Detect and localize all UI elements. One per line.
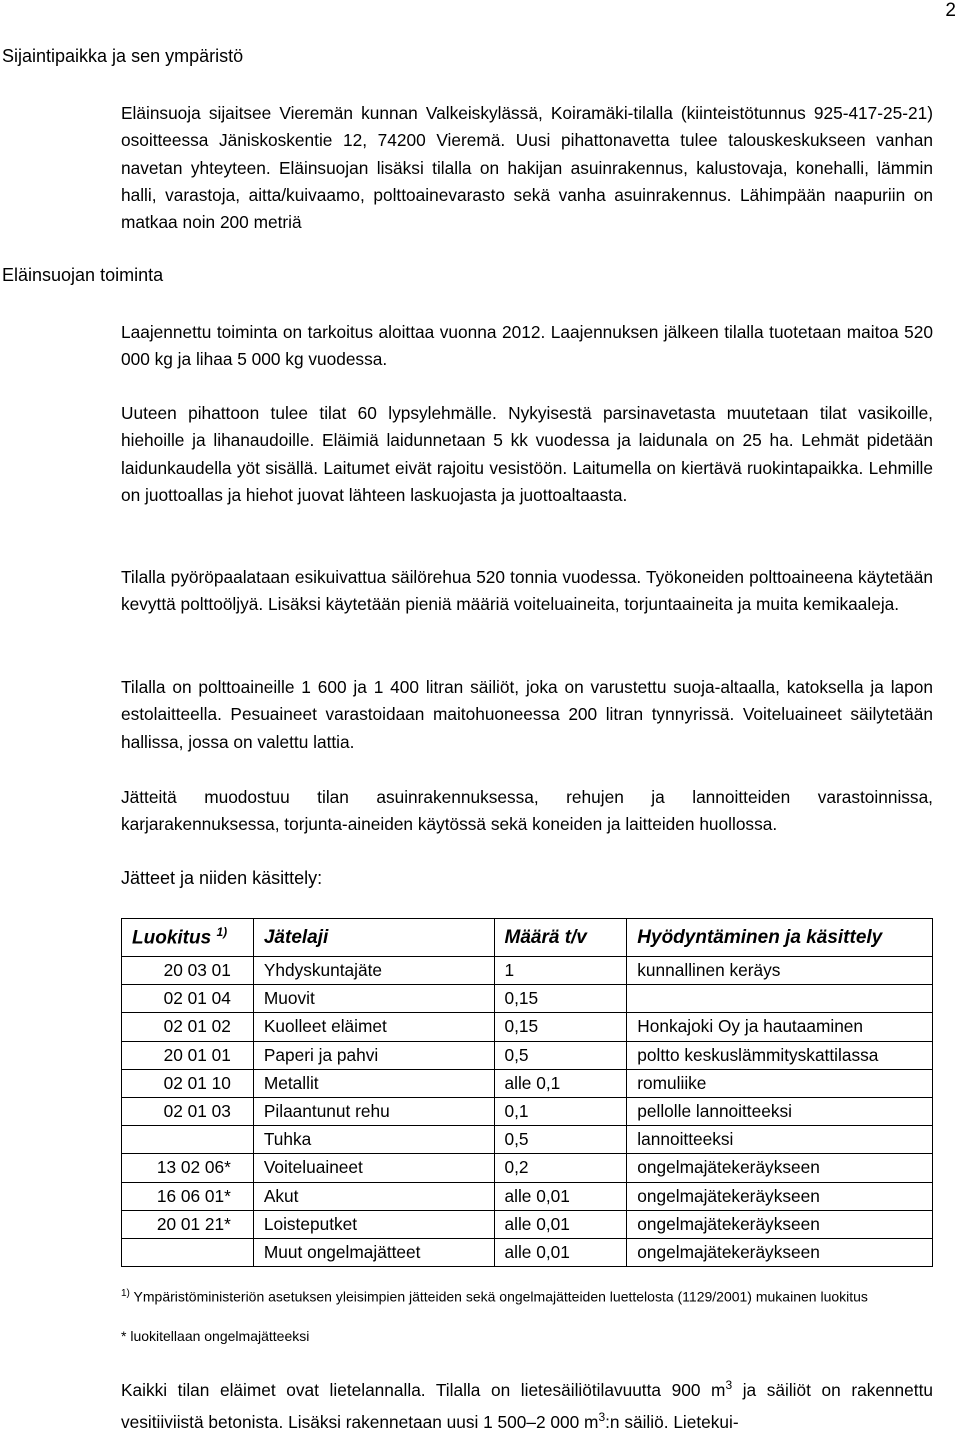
- table-row: [122, 1182, 933, 1210]
- table-row: [122, 1097, 933, 1125]
- paragraph-text: Jätteitä muodostuu tilan asuinrakennuksessa, rehujen ja lannoitteiden varastoinnissa, karjarakennuksessa, torjunta-aineiden käytössä sekä koneiden ja laitteiden huollossa.: [121, 787, 933, 835]
- paragraph-text: Tilalla pyöröpaalataan esikuivattua säilörehua 520 tonnia vuodessa. Työkoneiden polttoaineena käytetään kevyttä polttoöljyä. Lisäksi käytetään pieniä määriä voiteluaineita, torjuntaaineita ja muita kemikaaleja.: [121, 567, 933, 615]
- closing-text: [121, 1372, 933, 1436]
- cell-amount: 0,2: [494, 1154, 627, 1182]
- header-code: [122, 919, 254, 957]
- cell-type: Loisteputket: [253, 1210, 494, 1238]
- cell-handling: ongelmajätekeräykseen: [627, 1182, 933, 1210]
- cell-handling: kunnallinen keräys: [627, 957, 933, 985]
- cell-type: Metallit: [253, 1069, 494, 1097]
- table-row: [122, 1126, 933, 1154]
- cell-type: Yhdyskuntajäte: [253, 957, 494, 985]
- cell-type: Paperi ja pahvi: [253, 1041, 494, 1069]
- closing-text-part: Kaikki tilan eläimet ovat lietelannalla. Tilalla on lietesäiliötilavuutta 900 m: [121, 1379, 726, 1400]
- table-row: [122, 1154, 933, 1182]
- cell-code: 20 01 21*: [122, 1210, 254, 1238]
- paragraph-text: Laajennettu toiminta on tarkoitus aloittaa vuonna 2012. Laajennuksen jälkeen tilalla tuotetaan maitoa 520 000 kg ja lihaa 5 000 kg vuodessa.: [121, 322, 933, 370]
- cell-handling: poltto keskuslämmityskattilassa: [627, 1041, 933, 1069]
- cell-type: Tuhka: [253, 1126, 494, 1154]
- location-paragraph: [121, 100, 933, 236]
- table-row: [122, 1210, 933, 1238]
- cell-type: Muovit: [253, 985, 494, 1013]
- table-row: [122, 1013, 933, 1041]
- cell-amount: 1: [494, 957, 627, 985]
- closing-text-part: :n säiliö. Lietekui-: [605, 1411, 739, 1432]
- table-row: [122, 1041, 933, 1069]
- cell-amount: alle 0,1: [494, 1069, 627, 1097]
- cell-type: Pilaantunut rehu: [253, 1097, 494, 1125]
- cell-code: [122, 1126, 254, 1154]
- footnote-classification: [121, 1284, 933, 1307]
- cell-code: 02 01 10: [122, 1069, 254, 1097]
- cell-code: 13 02 06*: [122, 1154, 254, 1182]
- cell-type: Voiteluaineet: [253, 1154, 494, 1182]
- paragraph-text: Uuteen pihattoon tulee tilat 60 lypsylehmälle. Nykyisestä parsinavetasta muutetaan tilat vasikoille, hiehoille ja lihanaudoille. Eläimiä laidunnetaan 5 kk vuodessa ja laidunala on 25 ha. Lehmät pidetään laidunkaudella yöt sisällä. Laitumet eivät rajoitu vesistöön. Laitumella on kiertävä ruokintapaikka. Lehmille on juottoallas ja hiehot juovat lähteen laskuojasta ja juottoaltaasta.: [121, 403, 933, 505]
- superscript: 3: [598, 1410, 606, 1425]
- section-heading-operation: Eläinsuojan toiminta: [2, 265, 164, 285]
- header-handling: Hyödyntäminen ja käsittely: [627, 919, 933, 957]
- cell-handling: pellolle lannoitteeksi: [627, 1097, 933, 1125]
- cell-amount: 0,5: [494, 1126, 627, 1154]
- cell-handling: [627, 985, 933, 1013]
- cell-amount: 0,15: [494, 985, 627, 1013]
- cell-handling: ongelmajätekeräykseen: [627, 1154, 933, 1182]
- operation-paragraph-3: [121, 564, 933, 619]
- table-row: [122, 957, 933, 985]
- table-row: [122, 1238, 933, 1266]
- waste-section-title: Jätteet ja niiden käsittely:: [121, 868, 323, 888]
- cell-amount: alle 0,01: [494, 1210, 627, 1238]
- cell-amount: 0,15: [494, 1013, 627, 1041]
- superscript: 3: [725, 1378, 733, 1392]
- cell-handling: ongelmajätekeräykseen: [627, 1238, 933, 1266]
- table-row: [122, 985, 933, 1013]
- header-type: Jätelaji: [253, 919, 494, 957]
- cell-code: 20 01 01: [122, 1041, 254, 1069]
- paragraph-text: Tilalla on polttoaineille 1 600 ja 1 400 litran säiliöt, joka on varustettu suoja-altaalla, katoksella ja lapon estolaitteella. Pesuaineet varastoidaan maitohuoneessa 200 litran tynnyrissä. Voiteluaineet säilytetään hallissa, jossa on valettu lattia.: [121, 677, 933, 752]
- cell-amount: alle 0,01: [494, 1238, 627, 1266]
- header-code-label: Luokitus: [132, 927, 212, 949]
- header-amount: Määrä t/v: [494, 919, 627, 957]
- closing-paragraph: [121, 1372, 933, 1436]
- cell-code: 16 06 01*: [122, 1182, 254, 1210]
- operation-paragraph-2: [121, 400, 933, 509]
- cell-amount: 0,5: [494, 1041, 627, 1069]
- location-text: Eläinsuoja sijaitsee Vieremän kunnan Valkeiskylässä, Koiramäki-tilalla (kiinteistötunnus 925-417-25-21) osoitteessa Jäniskoskentie 12, 74200 Vieremä. Uusi pihattonavetta tulee talouskeskukseen vanhan navetan yhteyteen. Eläinsuojan lisäksi tilalla on hakijan asuinrakennus, kalustovaja, konehalli, lämmin halli, varastoja, aitta/kuivaamo, polttoainevarasto sekä vanha asuinrakennus. Lähimpään naapuriin on matkaa noin 200 metriä: [121, 103, 933, 233]
- cell-code: [122, 1238, 254, 1266]
- footnote-text: Ympäristöministeriön asetuksen yleisimpien jätteiden sekä ongelmajätteiden luettelosta (1129/2001) mukainen luokitus: [133, 1288, 868, 1305]
- closing-text-part: ja säiliöt on rakennettu vesitiiviistä betonista. Lisäksi rakennetaan uusi 1 500–2 000 m: [121, 1379, 933, 1432]
- cell-code: 20 03 01: [122, 957, 254, 985]
- cell-code: 02 01 04: [122, 985, 254, 1013]
- waste-table: [121, 918, 933, 1267]
- operation-paragraph-5: [121, 784, 933, 839]
- cell-handling: Honkajoki Oy ja hautaaminen: [627, 1013, 933, 1041]
- cell-handling: ongelmajätekeräykseen: [627, 1210, 933, 1238]
- operation-paragraph-1: [121, 319, 933, 374]
- cell-amount: alle 0,01: [494, 1182, 627, 1210]
- cell-type: Akut: [253, 1182, 494, 1210]
- footnote-marker: 1): [121, 1288, 130, 1299]
- cell-code: 02 01 02: [122, 1013, 254, 1041]
- header-footnote-marker: 1): [216, 925, 228, 940]
- cell-handling: romuliike: [627, 1069, 933, 1097]
- waste-table-header: [122, 919, 933, 957]
- table-row: [122, 1069, 933, 1097]
- section-heading-location: Sijaintipaikka ja sen ympäristö: [2, 46, 244, 66]
- cell-type: Muut ongelmajätteet: [253, 1238, 494, 1266]
- operation-paragraph-4: [121, 674, 933, 756]
- cell-handling: lannoitteeksi: [627, 1126, 933, 1154]
- cell-amount: 0,1: [494, 1097, 627, 1125]
- footnote-hazardous: * luokitellaan ongelmajätteeksi: [121, 1328, 310, 1344]
- cell-type: Kuolleet eläimet: [253, 1013, 494, 1041]
- cell-code: 02 01 03: [122, 1097, 254, 1125]
- page-number: 2: [945, 0, 956, 21]
